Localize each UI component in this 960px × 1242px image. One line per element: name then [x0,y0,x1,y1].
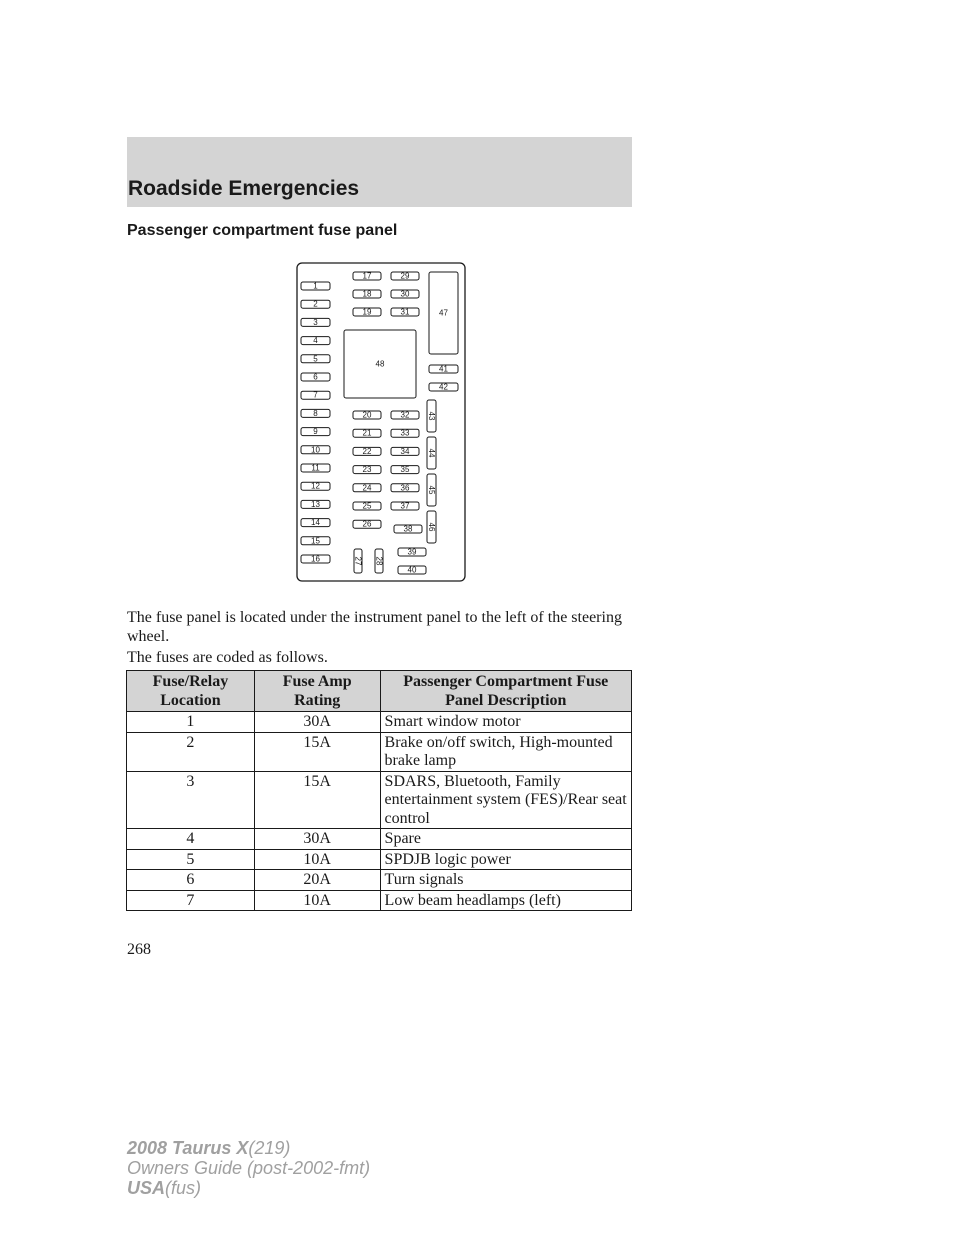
cell-description: SDARS, Bluetooth, Family entertainment system (FES)/Rear seat control [380,771,631,829]
fuse-6 [301,373,330,382]
table-header-location: Fuse/Relay Location [127,671,255,712]
fuse-48 [344,330,416,398]
fuse-41 [429,365,458,374]
footer-model-code: (219) [248,1138,291,1158]
fuse-19 [353,308,381,317]
fuse-15 [301,536,330,545]
table-header-rating: Fuse Amp Rating [254,671,380,712]
fuse-23 [353,465,381,474]
fuse-21 [353,429,381,438]
cell-location: 4 [127,829,255,850]
fuse-12 [301,482,330,491]
fuse-table [126,670,632,911]
fuse-26 [353,520,381,529]
fuse-label: 7 [313,390,318,400]
fuse-label: 21 [362,428,372,438]
cell-location: 2 [127,732,255,771]
fuse-1 [301,282,330,291]
fuse-44 [427,437,436,469]
fuse-45 [427,474,436,506]
fuse-31 [391,308,419,317]
fuse-label: 28 [374,556,384,566]
fuse-label: 19 [362,307,372,317]
table-row [127,829,632,850]
fuse-label: 13 [311,499,320,509]
fuse-label: 45 [427,485,436,495]
cell-rating: 10A [254,890,380,911]
fuse-label: 6 [313,372,318,382]
table-row [127,771,632,829]
footer-line-3 [127,1178,370,1198]
fuse-16 [301,555,330,564]
fuse-label: 11 [311,463,320,473]
cell-description: SPDJB logic power [380,849,631,870]
fuse-label: 9 [313,427,318,437]
fuse-label: 43 [427,411,436,421]
fuse-label: 17 [362,271,372,281]
fuse-29 [391,272,419,281]
fuse-label: 36 [400,483,410,493]
fuse-label: 20 [362,410,372,420]
table-row [127,870,632,891]
fuse-3 [301,318,330,327]
fuse-42 [429,383,458,392]
fuse-label: 10 [311,445,320,455]
cell-rating: 15A [254,771,380,829]
fuse-label: 44 [427,448,436,458]
fuse-label: 2 [313,299,318,309]
fuse-label: 35 [400,465,410,475]
fuse-label: 33 [400,428,410,438]
fuse-label: 32 [400,410,410,420]
cell-location: 3 [127,771,255,829]
cell-location: 1 [127,712,255,733]
fuse-43 [427,400,436,432]
fuse-label: 34 [400,446,410,456]
fuse-label: 26 [362,519,372,529]
fuse-17 [353,272,381,281]
cell-description: Low beam headlamps (left) [380,890,631,911]
cell-rating: 10A [254,849,380,870]
fuse-2 [301,300,330,309]
cell-description: Smart window motor [380,712,631,733]
fuse-label: 16 [311,554,320,564]
page-subtitle: Passenger compartment fuse panel [127,222,398,239]
fuse-label: 47 [439,308,448,318]
fuse-7 [301,391,330,400]
page-number: 268 [127,941,151,958]
footer-market-code: (fus) [165,1178,202,1198]
fuse-32 [391,411,419,420]
fuse-22 [353,447,381,456]
cell-rating: 15A [254,732,380,771]
footer [127,1138,370,1198]
cell-location: 7 [127,890,255,911]
fuse-label: 46 [427,522,436,532]
fuse-9 [301,427,330,436]
fuse-label: 39 [407,547,417,557]
fuse-label: 29 [400,271,410,281]
cell-description: Turn signals [380,870,631,891]
fuse-40 [398,566,426,575]
cell-rating: 30A [254,829,380,850]
fuse-30 [391,290,419,299]
fuse-label: 42 [439,382,448,392]
fuse-28 [375,549,384,573]
fuse-39 [398,548,426,557]
fuse-panel-diagram [296,262,468,584]
fuse-label: 30 [400,289,410,299]
paragraph-coding: The fuses are coded as follows. [127,649,328,666]
fuse-14 [301,518,330,527]
fuse-35 [391,465,419,474]
fuse-label: 40 [407,565,417,575]
fuse-label: 31 [400,307,410,317]
fuse-27 [354,549,363,573]
fuse-label: 37 [400,501,410,511]
fuse-label: 5 [313,354,318,364]
fuse-label: 12 [311,481,320,491]
fuse-10 [301,445,330,454]
fuse-33 [391,429,419,438]
fuse-38 [394,525,422,534]
fuse-label: 27 [353,556,363,566]
fuse-label: 48 [375,359,385,369]
fuse-label: 15 [311,536,320,546]
fuse-label: 8 [313,408,318,418]
fuse-37 [391,502,419,511]
cell-rating: 20A [254,870,380,891]
footer-line-2: Owners Guide (post-2002-fmt) [127,1158,371,1178]
fuse-20 [353,411,381,420]
cell-description: Spare [380,829,631,850]
section-title: Roadside Emergencies [128,177,360,200]
table-row [127,849,632,870]
fuse-11 [301,464,330,473]
table-header-description: Passenger Compartment Fuse Panel Description [380,671,631,712]
table-row [127,890,632,911]
footer-line-1 [127,1138,370,1158]
cell-location: 6 [127,870,255,891]
cell-description: Brake on/off switch, High-mounted brake lamp [380,732,631,771]
fuse-label: 14 [311,518,320,528]
fuse-label: 1 [313,281,318,291]
fuse-label: 3 [313,317,318,327]
fuse-34 [391,447,419,456]
fuse-13 [301,500,330,509]
fuse-4 [301,336,330,345]
table-row [127,732,632,771]
fuse-label: 22 [362,446,372,456]
cell-location: 5 [127,849,255,870]
fuse-label: 18 [362,289,372,299]
fuse-46 [427,511,436,543]
fuse-label: 4 [313,336,318,346]
fuse-36 [391,483,419,492]
paragraph-location: The fuse panel is located under the instrument panel to the left of the steering wheel. [127,609,622,645]
section-header-band [127,137,632,207]
fuse-label: 41 [439,364,448,374]
footer-market: USA [127,1178,166,1198]
cell-rating: 30A [254,712,380,733]
fuse-8 [301,409,330,418]
fuse-label: 25 [362,501,372,511]
table-row [127,712,632,733]
fuse-label: 38 [403,524,413,534]
footer-model: 2008 Taurus X [127,1138,249,1158]
fuse-label: 24 [362,483,372,493]
fuse-24 [353,483,381,492]
fuse-label: 23 [362,465,372,475]
fuse-25 [353,502,381,511]
fuse-18 [353,290,381,299]
table-header-row [127,671,632,712]
fuse-47 [429,272,458,354]
fuse-5 [301,354,330,363]
